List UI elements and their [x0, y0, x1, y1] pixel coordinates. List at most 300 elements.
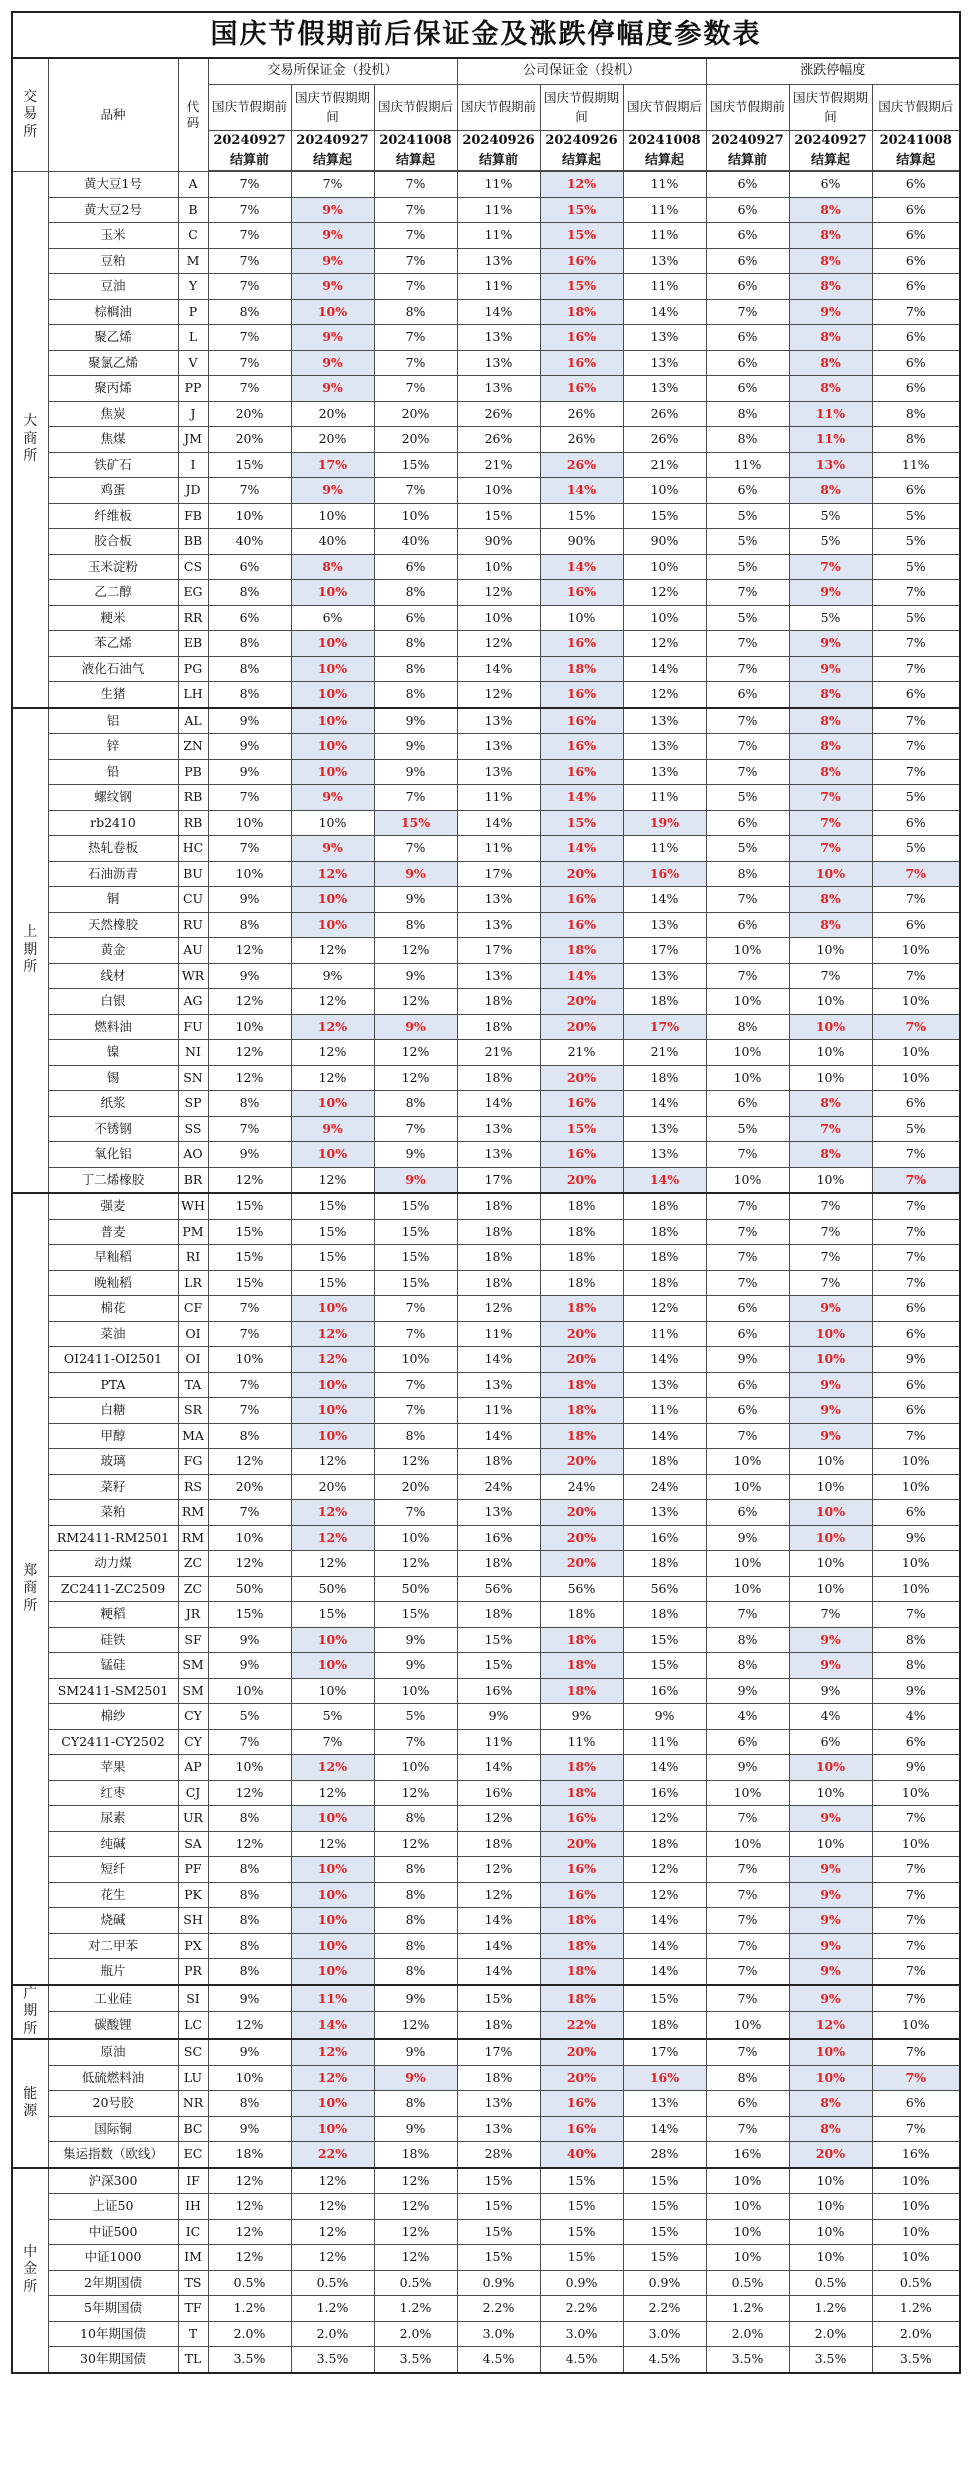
value-cell: 20%: [374, 427, 457, 453]
value-cell: 7%: [872, 861, 960, 887]
value-cell: 7%: [872, 708, 960, 734]
value-cell: 18%: [540, 1933, 623, 1959]
value-cell: 18%: [540, 1245, 623, 1271]
value-cell: 5%: [374, 1704, 457, 1730]
value-cell: 12%: [208, 2012, 291, 2039]
variety-name: 黄大豆1号: [48, 172, 178, 198]
value-cell: 9%: [374, 1627, 457, 1653]
variety-code: BB: [178, 529, 208, 555]
value-cell: 9%: [291, 963, 374, 989]
value-cell: 6%: [374, 605, 457, 631]
value-cell: 7%: [208, 1116, 291, 1142]
value-cell: 10%: [457, 605, 540, 631]
value-cell: 7%: [208, 248, 291, 274]
value-cell: 12%: [291, 1780, 374, 1806]
value-cell: 21%: [623, 1040, 706, 1066]
variety-name: 丁二烯橡胶: [48, 1167, 178, 1193]
value-cell: 8%: [789, 734, 872, 760]
value-cell: 13%: [623, 376, 706, 402]
table-row: [12, 2142, 960, 2168]
value-cell: 10%: [623, 478, 706, 504]
value-cell: 7%: [872, 580, 960, 606]
value-cell: 15%: [291, 1602, 374, 1628]
value-cell: 10%: [872, 2245, 960, 2271]
value-cell: 17%: [291, 452, 374, 478]
table-row: [12, 1908, 960, 1934]
variety-code: ZN: [178, 734, 208, 760]
value-cell: 16%: [540, 1142, 623, 1168]
date-header: 20240927 结算起: [291, 131, 374, 171]
value-cell: 7%: [374, 478, 457, 504]
variety-code: CY: [178, 1704, 208, 1730]
value-cell: 11%: [457, 172, 540, 198]
value-cell: 6%: [706, 1500, 789, 1526]
value-cell: 11%: [291, 1985, 374, 2012]
variety-name: 低硫燃料油: [48, 2065, 178, 2091]
variety-name: 黄大豆2号: [48, 197, 178, 223]
value-cell: 8%: [208, 631, 291, 657]
table-row: [12, 1806, 960, 1832]
variety-name: 纯碱: [48, 1831, 178, 1857]
value-cell: 14%: [540, 963, 623, 989]
value-cell: 7%: [208, 376, 291, 402]
value-cell: 8%: [374, 580, 457, 606]
table-row: [12, 1065, 960, 1091]
value-cell: 7%: [208, 197, 291, 223]
value-cell: 20%: [540, 1321, 623, 1347]
value-cell: 17%: [457, 938, 540, 964]
value-cell: 7%: [706, 887, 789, 913]
value-cell: 17%: [457, 861, 540, 887]
value-cell: 17%: [623, 938, 706, 964]
table-row: [12, 1116, 960, 1142]
value-cell: 6%: [872, 1091, 960, 1117]
value-cell: 10%: [872, 1449, 960, 1475]
table-row: [12, 2065, 960, 2091]
table-row: [12, 2347, 960, 2373]
value-cell: 7%: [208, 1500, 291, 1526]
variety-name: 苹果: [48, 1755, 178, 1781]
value-cell: 16%: [623, 861, 706, 887]
value-cell: 10%: [872, 938, 960, 964]
value-cell: 13%: [457, 1372, 540, 1398]
value-cell: 26%: [623, 427, 706, 453]
value-cell: 8%: [208, 580, 291, 606]
value-cell: 3.5%: [706, 2347, 789, 2373]
value-cell: 18%: [623, 989, 706, 1015]
value-cell: 7%: [291, 1729, 374, 1755]
value-cell: 6%: [208, 554, 291, 580]
value-cell: 40%: [291, 529, 374, 555]
value-cell: 14%: [623, 1908, 706, 1934]
value-cell: 10%: [872, 1551, 960, 1577]
table-row: [12, 1882, 960, 1908]
value-cell: 10%: [291, 503, 374, 529]
value-cell: 7%: [872, 1142, 960, 1168]
value-cell: 6%: [706, 350, 789, 376]
value-cell: 18%: [457, 1551, 540, 1577]
value-cell: 17%: [623, 2039, 706, 2065]
value-cell: 7%: [706, 759, 789, 785]
value-cell: 10%: [789, 1167, 872, 1193]
value-cell: 7%: [872, 1857, 960, 1883]
table-row: [12, 1193, 960, 1219]
value-cell: 7%: [706, 708, 789, 734]
value-cell: 7%: [374, 1372, 457, 1398]
value-cell: 11%: [706, 452, 789, 478]
value-cell: 6%: [872, 172, 960, 198]
value-cell: 13%: [789, 452, 872, 478]
table-row: [12, 708, 960, 734]
exchange-cell: 广期所: [12, 1985, 48, 2040]
value-cell: 15%: [457, 503, 540, 529]
value-cell: 12%: [291, 1449, 374, 1475]
value-cell: 9%: [291, 197, 374, 223]
value-cell: 20%: [374, 1474, 457, 1500]
value-cell: 7%: [872, 1270, 960, 1296]
value-cell: 9%: [208, 734, 291, 760]
table-row: [12, 1678, 960, 1704]
value-cell: 14%: [457, 1347, 540, 1373]
value-cell: 18%: [540, 1908, 623, 1934]
variety-name: 中证1000: [48, 2245, 178, 2271]
table-row: [12, 1219, 960, 1245]
table-row: [12, 1551, 960, 1577]
value-cell: 7%: [706, 580, 789, 606]
value-cell: 13%: [457, 350, 540, 376]
value-cell: 18%: [540, 1985, 623, 2012]
table-row: [12, 656, 960, 682]
value-cell: 9%: [789, 1806, 872, 1832]
value-cell: 18%: [623, 1551, 706, 1577]
value-cell: 15%: [540, 2245, 623, 2271]
value-cell: 18%: [374, 2142, 457, 2168]
value-cell: 12%: [208, 1449, 291, 1475]
variety-code: SF: [178, 1627, 208, 1653]
value-cell: 1.2%: [291, 2296, 374, 2322]
value-cell: 8%: [706, 2065, 789, 2091]
value-cell: 7%: [208, 223, 291, 249]
value-cell: 12%: [208, 1551, 291, 1577]
table-row: [12, 1627, 960, 1653]
value-cell: 13%: [623, 325, 706, 351]
variety-name: OI2411-OI2501: [48, 1347, 178, 1373]
table-row: [12, 2245, 960, 2271]
value-cell: 15%: [540, 197, 623, 223]
table-row: [12, 836, 960, 862]
value-cell: 0.9%: [457, 2270, 540, 2296]
variety-code: T: [178, 2321, 208, 2347]
variety-name: 聚乙烯: [48, 325, 178, 351]
value-cell: 7%: [706, 1245, 789, 1271]
table-row: [12, 1245, 960, 1271]
value-cell: 20%: [540, 1831, 623, 1857]
value-cell: 20%: [291, 427, 374, 453]
value-cell: 6%: [706, 1321, 789, 1347]
value-cell: 12%: [374, 2012, 457, 2039]
value-cell: 18%: [457, 1270, 540, 1296]
table-row: [12, 376, 960, 402]
value-cell: 10%: [540, 605, 623, 631]
variety-code: PK: [178, 1882, 208, 1908]
value-cell: 10%: [291, 2091, 374, 2117]
table-row: [12, 1398, 960, 1424]
variety-name: 不锈钢: [48, 1116, 178, 1142]
table-row: [12, 1780, 960, 1806]
variety-name: ZC2411-ZC2509: [48, 1576, 178, 1602]
value-cell: 14%: [623, 1167, 706, 1193]
value-cell: 16%: [540, 631, 623, 657]
value-cell: 8%: [706, 1653, 789, 1679]
variety-name: 花生: [48, 1882, 178, 1908]
exchange-cell: 能源: [12, 2039, 48, 2168]
value-cell: 15%: [540, 810, 623, 836]
variety-name: 线材: [48, 963, 178, 989]
value-cell: 7%: [872, 734, 960, 760]
value-cell: 8%: [291, 554, 374, 580]
value-cell: 11%: [457, 836, 540, 862]
value-cell: 18%: [457, 1449, 540, 1475]
variety-name: 棕榈油: [48, 299, 178, 325]
value-cell: 8%: [374, 1806, 457, 1832]
variety-name: 工业硅: [48, 1985, 178, 2012]
value-cell: 18%: [540, 1627, 623, 1653]
variety-name: CY2411-CY2502: [48, 1729, 178, 1755]
table-row: [12, 1449, 960, 1475]
value-cell: 9%: [291, 350, 374, 376]
value-cell: 18%: [623, 1245, 706, 1271]
value-cell: 8%: [208, 1933, 291, 1959]
value-cell: 7%: [706, 2039, 789, 2065]
table-row: [12, 2219, 960, 2245]
value-cell: 5%: [872, 836, 960, 862]
value-cell: 12%: [208, 1040, 291, 1066]
value-cell: 18%: [623, 1449, 706, 1475]
value-cell: 12%: [623, 682, 706, 708]
date-header: 20240926 结算前: [457, 131, 540, 171]
value-cell: 12%: [291, 1065, 374, 1091]
variety-name: 20号胶: [48, 2091, 178, 2117]
value-cell: 6%: [789, 1729, 872, 1755]
variety-name: 2年期国债: [48, 2270, 178, 2296]
variety-name: 玉米: [48, 223, 178, 249]
value-cell: 6%: [872, 248, 960, 274]
value-cell: 7%: [872, 1908, 960, 1934]
value-cell: 6%: [872, 1372, 960, 1398]
value-cell: 7%: [789, 1116, 872, 1142]
value-cell: 20%: [540, 1347, 623, 1373]
value-cell: 7%: [789, 1245, 872, 1271]
value-cell: 14%: [623, 1347, 706, 1373]
value-cell: 18%: [457, 1602, 540, 1628]
table-row: [12, 1959, 960, 1985]
value-cell: 13%: [457, 1116, 540, 1142]
table-row: [12, 2012, 960, 2039]
value-cell: 7%: [789, 1219, 872, 1245]
value-cell: 8%: [374, 2091, 457, 2117]
value-cell: 0.5%: [291, 2270, 374, 2296]
value-cell: 0.9%: [623, 2270, 706, 2296]
value-cell: 8%: [374, 1933, 457, 1959]
table-row: [12, 938, 960, 964]
variety-name: 镍: [48, 1040, 178, 1066]
value-cell: 18%: [457, 1014, 540, 1040]
variety-name: 碳酸锂: [48, 2012, 178, 2039]
value-cell: 12%: [623, 580, 706, 606]
variety-name: 烧碱: [48, 1908, 178, 1934]
value-cell: 8%: [374, 656, 457, 682]
value-cell: 1.2%: [872, 2296, 960, 2322]
value-cell: 7%: [706, 1193, 789, 1219]
value-cell: 9%: [374, 963, 457, 989]
value-cell: 9%: [374, 734, 457, 760]
value-cell: 10%: [872, 2012, 960, 2039]
value-cell: 9%: [208, 1627, 291, 1653]
value-cell: 14%: [540, 478, 623, 504]
variety-name: 粳稻: [48, 1602, 178, 1628]
variety-code: A: [178, 172, 208, 198]
value-cell: 50%: [291, 1576, 374, 1602]
period-subheader: 国庆节假期后: [623, 85, 706, 131]
value-cell: 7%: [789, 1602, 872, 1628]
value-cell: 3.0%: [623, 2321, 706, 2347]
value-cell: 15%: [374, 810, 457, 836]
value-cell: 15%: [291, 1219, 374, 1245]
value-cell: 12%: [208, 989, 291, 1015]
value-cell: 16%: [540, 376, 623, 402]
value-cell: 0.5%: [872, 2270, 960, 2296]
value-cell: 16%: [623, 1780, 706, 1806]
variety-code: WH: [178, 1193, 208, 1219]
value-cell: 7%: [208, 1729, 291, 1755]
variety-code: OI: [178, 1347, 208, 1373]
value-cell: 3.0%: [457, 2321, 540, 2347]
value-cell: 10%: [374, 1347, 457, 1373]
value-cell: 10%: [789, 1065, 872, 1091]
value-cell: 7%: [706, 1882, 789, 1908]
variety-code: CJ: [178, 1780, 208, 1806]
variety-code: LC: [178, 2012, 208, 2039]
value-cell: 5%: [872, 529, 960, 555]
value-cell: 15%: [540, 1116, 623, 1142]
value-cell: 18%: [540, 938, 623, 964]
value-cell: 28%: [457, 2142, 540, 2168]
value-cell: 7%: [872, 1193, 960, 1219]
value-cell: 15%: [208, 1193, 291, 1219]
variety-code: RI: [178, 1245, 208, 1271]
value-cell: 21%: [623, 452, 706, 478]
value-cell: 9%: [623, 1704, 706, 1730]
value-cell: 6%: [706, 1729, 789, 1755]
variety-name: 沪深300: [48, 2168, 178, 2194]
variety-name: 鸡蛋: [48, 478, 178, 504]
value-cell: 9%: [291, 325, 374, 351]
value-cell: 6%: [706, 1091, 789, 1117]
table-row: [12, 2039, 960, 2065]
value-cell: 10%: [291, 299, 374, 325]
value-cell: 16%: [540, 887, 623, 913]
value-cell: 8%: [789, 248, 872, 274]
value-cell: 7%: [872, 2039, 960, 2065]
value-cell: 12%: [291, 1551, 374, 1577]
value-cell: 9%: [374, 1167, 457, 1193]
variety-name: 10年期国债: [48, 2321, 178, 2347]
value-cell: 14%: [457, 299, 540, 325]
date-header: 20241008 结算起: [872, 131, 960, 171]
value-cell: 6%: [872, 682, 960, 708]
variety-code: IH: [178, 2194, 208, 2220]
exchange-cell: 郑商所: [12, 1193, 48, 1985]
value-cell: 20%: [291, 1474, 374, 1500]
variety-name: 菜粕: [48, 1500, 178, 1526]
table-row: [12, 1576, 960, 1602]
value-cell: 4%: [706, 1704, 789, 1730]
value-cell: 10%: [291, 682, 374, 708]
value-cell: 6%: [872, 912, 960, 938]
variety-code: CF: [178, 1296, 208, 1322]
value-cell: 10%: [291, 1296, 374, 1322]
value-cell: 10%: [789, 989, 872, 1015]
value-cell: 6%: [872, 1296, 960, 1322]
table-row: [12, 861, 960, 887]
value-cell: 15%: [457, 2194, 540, 2220]
value-cell: 9%: [208, 1142, 291, 1168]
value-cell: 12%: [540, 172, 623, 198]
variety-name: 液化石油气: [48, 656, 178, 682]
table-row: [12, 325, 960, 351]
date-header: 20240926 结算起: [540, 131, 623, 171]
value-cell: 12%: [457, 631, 540, 657]
variety-name: 原油: [48, 2039, 178, 2065]
value-cell: 8%: [789, 759, 872, 785]
value-cell: 9%: [374, 1985, 457, 2012]
value-cell: 8%: [374, 912, 457, 938]
value-cell: 15%: [540, 223, 623, 249]
value-cell: 7%: [872, 759, 960, 785]
value-cell: 12%: [291, 861, 374, 887]
variety-code: TS: [178, 2270, 208, 2296]
table-row: [12, 1933, 960, 1959]
variety-code: JM: [178, 427, 208, 453]
value-cell: 6%: [872, 1729, 960, 1755]
value-cell: 5%: [872, 503, 960, 529]
value-cell: 18%: [457, 1065, 540, 1091]
value-cell: 18%: [457, 1245, 540, 1271]
value-cell: 12%: [291, 1525, 374, 1551]
value-cell: 12%: [374, 1040, 457, 1066]
variety-name: 尿素: [48, 1806, 178, 1832]
table-row: [12, 605, 960, 631]
value-cell: 11%: [457, 785, 540, 811]
variety-code: Y: [178, 274, 208, 300]
variety-name: 铁矿石: [48, 452, 178, 478]
variety-name: 焦煤: [48, 427, 178, 453]
value-cell: 20%: [540, 1500, 623, 1526]
value-cell: 9%: [789, 1398, 872, 1424]
value-cell: 6%: [872, 325, 960, 351]
value-cell: 8%: [374, 1959, 457, 1985]
value-cell: 21%: [540, 1040, 623, 1066]
value-cell: 2.0%: [872, 2321, 960, 2347]
margin-parameter-table: [11, 11, 961, 2374]
variety-code: CU: [178, 887, 208, 913]
value-cell: 15%: [457, 1985, 540, 2012]
value-cell: 14%: [623, 2116, 706, 2142]
variety-name: PTA: [48, 1372, 178, 1398]
table-row: [12, 478, 960, 504]
value-cell: 7%: [374, 350, 457, 376]
table-row: [12, 2296, 960, 2322]
